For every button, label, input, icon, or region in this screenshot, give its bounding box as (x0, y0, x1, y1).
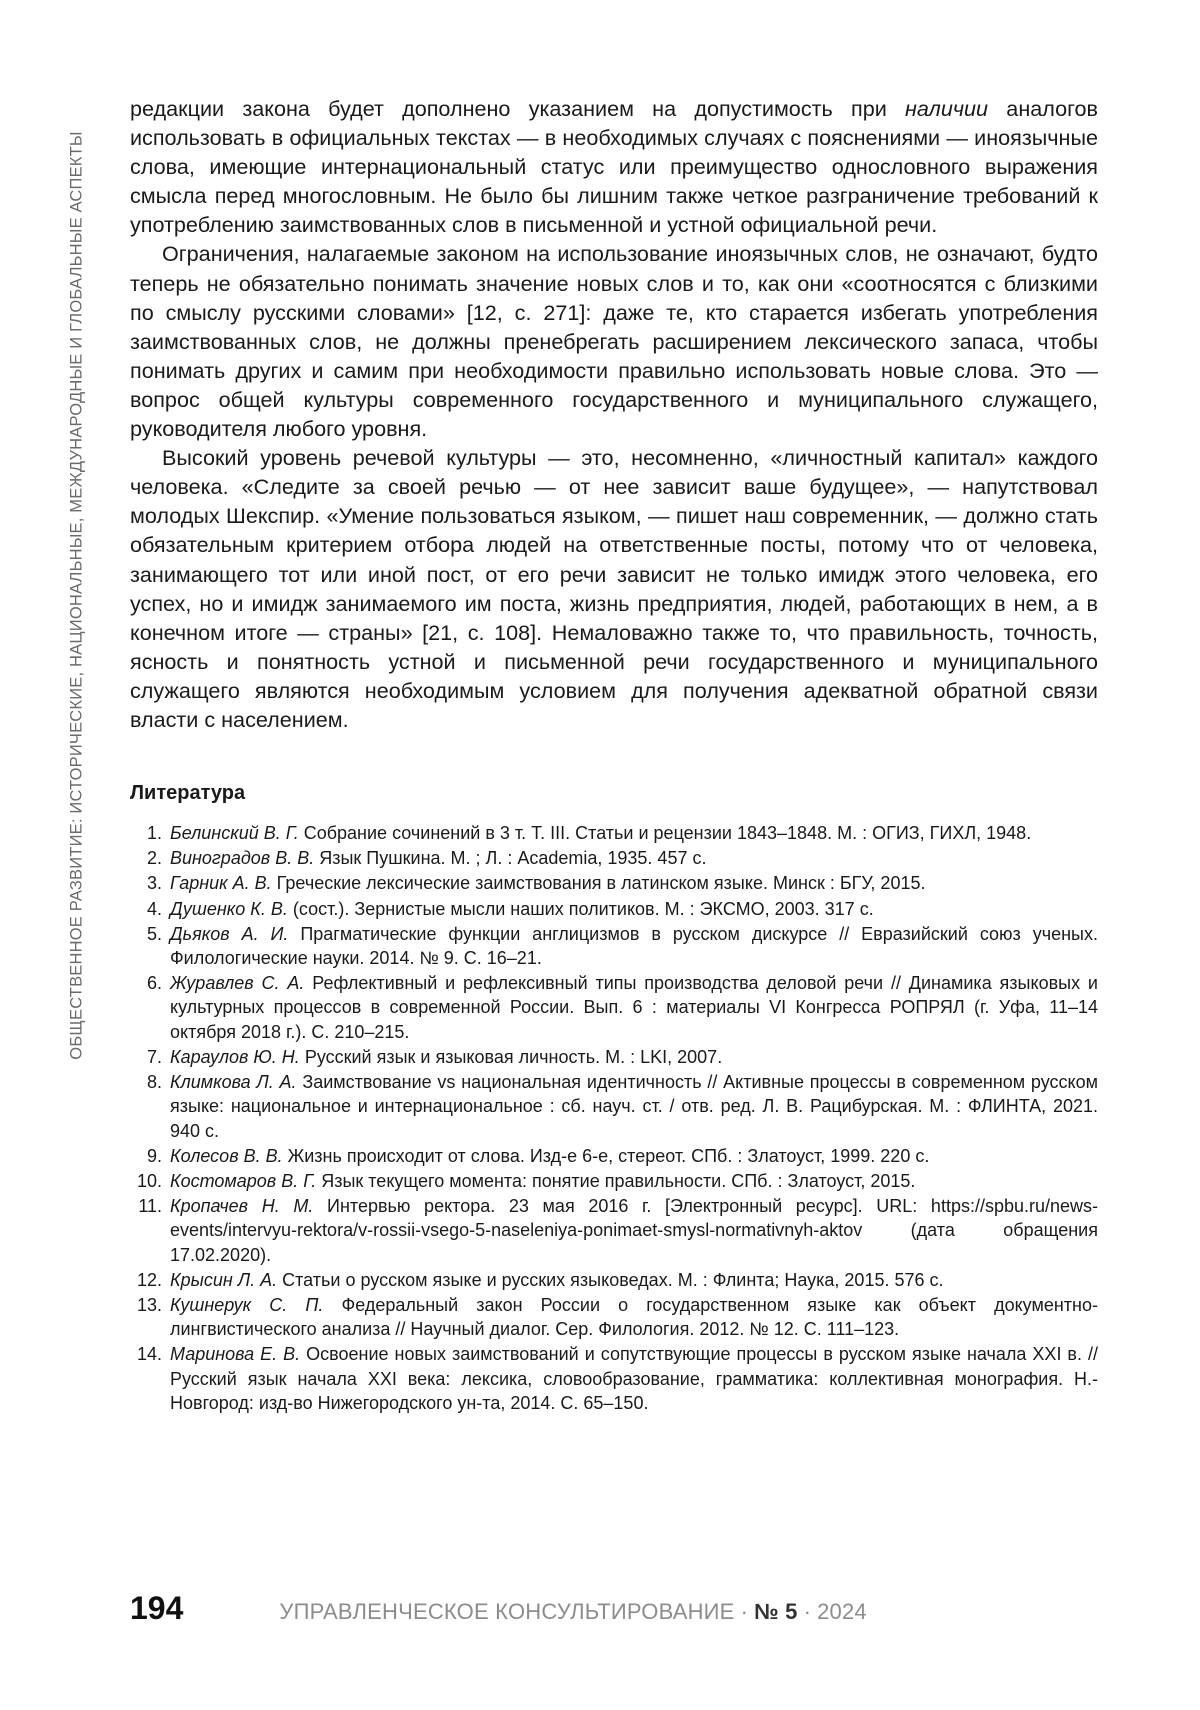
reference-details: Язык текущего момента: понятие правильности. СПб. : Златоуст, 2015. (316, 1170, 916, 1191)
reference-number: 6. (146, 973, 162, 994)
reference-item (130, 846, 1098, 870)
references-list (130, 821, 1098, 1415)
reference-details: Прагматические функции англицизмов в русском дискурсе // Евразийский союз ученых. Филологические науки. 2014. № 9. С. 16–21. (170, 923, 1098, 969)
journal-info (279, 1599, 866, 1625)
reference-author: Караулов Ю. Н. (170, 1046, 300, 1067)
reference-author: Костомаров В. Г. (170, 1170, 317, 1191)
reference-author: Кропачев Н. М. (170, 1196, 314, 1217)
body-paragraph (130, 239, 1098, 443)
reference-details: Язык Пушкина. М. ; Л. : Academia, 1935. 457 с. (314, 848, 707, 869)
running-header (60, 100, 94, 1090)
reference-item (130, 1342, 1098, 1415)
reference-details: Русский язык и языковая личность. М. : LKI, 2007. (299, 1046, 723, 1067)
reference-author: Виноградов В. В. (170, 848, 315, 869)
reference-number: 1. (146, 823, 162, 844)
reference-item (130, 821, 1098, 845)
reference-number: 4. (146, 898, 162, 919)
reference-details: Федеральный закон России о государственном языке как объект документно-лингвистического анализа // Научный диалог. Сер. Филология. 2012. № 12. С. 111–123. (170, 1294, 1098, 1340)
reference-details: Освоение новых заимствований и сопутствующие процессы в русском языке начала XXI в. // Русский язык начала XXI века: лексика, словообразование, грамматика: коллективная монография. Н.-Новгород: изд-во Нижегородского ун-та, 2014. С. 65–150. (170, 1344, 1098, 1413)
reference-number: 3. (146, 873, 162, 894)
journal-title: УПРАВЛЕНЧЕСКОЕ КОНСУЛЬТИРОВАНИЕ (279, 1599, 735, 1624)
references-heading: Литература (130, 782, 246, 805)
reference-item (130, 1194, 1098, 1267)
reference-item (130, 1144, 1098, 1168)
reference-author: Колесов В. В. (170, 1145, 283, 1166)
reference-details: Жизнь происходит от слова. Изд-е 6-е, стереот. СПб. : Златоуст, 1999. 220 с. (282, 1145, 930, 1166)
reference-author: Дьяков А. И. (170, 923, 289, 944)
reference-number: 9. (146, 1145, 162, 1166)
reference-author: Гарник А. В. (170, 873, 272, 894)
separator: · (740, 1599, 749, 1624)
journal-year: 2024 (817, 1599, 867, 1624)
paragraph-text: редакции закона будет дополнено указанием на допустимость при (130, 96, 906, 121)
reference-author: Белинский В. Г. (170, 823, 299, 844)
paragraph-text: Высокий уровень речевой культуры — это, несомненно, «личностный капитал» каждого человека. «Следите за своей речью — от нее зависит ваше будущее», — напутствовал молодых Шекспир. «Умение пользоваться языком, — пишет наш современник, — должно стать обязательным критерием отбора людей на ответственные посты, потому что от человека, занимающего тот или иной пост, от его речи зависит не только имидж этого человека, его успех, но и имидж занимаемого им поста, жизнь предприятия, людей, работающих в нем, а в конечном итоге — страны» [21, с. 108]. Немаловажно также то, что правильность, точность, ясность и понятность устной и письменной речи государственного и муниципального служащего являются необходимым условием для получения адекватной обратной связи власти с населением. (130, 445, 1098, 732)
reference-details: Статьи о русском языке и русских языковедах. М. : Флинта; Наука, 2015. 576 с. (277, 1269, 944, 1290)
reference-number: 14. (136, 1344, 162, 1365)
body-paragraph (130, 94, 1098, 239)
reference-number: 11. (138, 1196, 162, 1217)
reference-item (130, 922, 1098, 970)
reference-item (130, 1070, 1098, 1143)
running-header-text: ОБЩЕСТВЕННОЕ РАЗВИТИЕ: ИСТОРИЧЕСКИЕ, НАЦИОНАЛЬНЫЕ, МЕЖДУНАРОДНЫЕ И ГЛОБАЛЬНЫЕ АСПЕКТЫ (67, 130, 86, 1060)
reference-details: Рефлективный и рефлексивный типы производства деловой речи // Динамика языковых и культурных процессов в современной России. Вып. 6 : материалы VI Конгресса РОПРЯЛ (г. Уфа, 11–14 октября 2018 г.). С. 210–215. (170, 973, 1098, 1042)
reference-author: Крысин Л. А. (170, 1269, 278, 1290)
reference-details: (сост.). Зернистые мысли наших политиков. М. : ЭКСМО, 2003. 317 с. (287, 898, 874, 919)
reference-item (130, 1293, 1098, 1341)
reference-author: Журавлев С. А. (170, 973, 305, 994)
reference-number: 2. (146, 848, 162, 869)
page-number: 194 (130, 1590, 184, 1626)
issue-number: № 5 (754, 1599, 798, 1624)
reference-author: Климкова Л. А. (170, 1072, 297, 1093)
reference-number: 8. (146, 1072, 162, 1093)
reference-number: 7. (146, 1046, 162, 1067)
reference-details[interactable]: Интервью ректора. 23 мая 2016 г. [Электронный ресурс]. URL: https://spbu.ru/news-events/intervyu-rektora/v-rossii-vsego-5-naseleniya-ponimaet-smysl-normativnyh-aktov (дата обращения 17.02.2020). (170, 1196, 1099, 1265)
reference-item (130, 897, 1098, 921)
reference-item (130, 871, 1098, 895)
reference-number: 10. (136, 1170, 162, 1191)
paragraph-text: Ограничения, налагаемые законом на использование иноязычных слов, не означают, будто теперь не обязательно понимать значение новых слов и то, как они «соотносятся с близкими по смыслу русскими словами» [12, с. 271]: даже те, кто старается избегать употребления заимствованных слов, не должны пренебрегать расширением лексического запаса, чтобы понимать других и самим при необходимости правильно использовать новые слова. Это — вопрос общей культуры современного государственного и муниципального служащего, руководителя любого уровня. (130, 241, 1098, 442)
reference-number: 12. (136, 1269, 162, 1290)
reference-details: Греческие лексические заимствования в латинском языке. Минск : БГУ, 2015. (271, 873, 926, 894)
body-paragraph (130, 443, 1098, 734)
article-body (130, 94, 1098, 734)
reference-item (130, 971, 1098, 1044)
paragraph-text: аналогов использовать в официальных текстах — в необходимых случаях с пояснениями — иноязычные слова, имеющие интернациональный статус или преимущество однословного выражения смысла перед многословным. Не было бы лишним также четкое разграничение требований к употреблению заимствованных слов в письменной и устной официальной речи. (130, 96, 1098, 238)
reference-item (130, 1045, 1098, 1069)
page-footer (130, 1590, 1098, 1630)
reference-author: Кушнерук С. П. (170, 1294, 324, 1315)
reference-author: Душенко К. В. (170, 898, 288, 919)
separator: · (803, 1599, 812, 1624)
reference-details: Собрание сочинений в 3 т. Т. III. Статьи и рецензии 1843–1848. М. : ОГИЗ, ГИХЛ, 1948. (298, 823, 1032, 844)
reference-author: Маринова Е. В. (170, 1344, 301, 1365)
reference-number: 5. (146, 923, 162, 944)
reference-number: 13. (136, 1294, 162, 1315)
reference-item (130, 1268, 1098, 1292)
reference-details: Заимствование vs национальная идентичность // Активные процессы в современном русском языке: национальное и интернациональное : сб. науч. ст. / отв. ред. Л. В. Рацибурская. М. : ФЛИНТА, 2021. 940 с. (170, 1072, 1099, 1141)
reference-item (130, 1169, 1098, 1193)
italic-text: наличии (905, 96, 989, 121)
page-content (130, 94, 1098, 1416)
